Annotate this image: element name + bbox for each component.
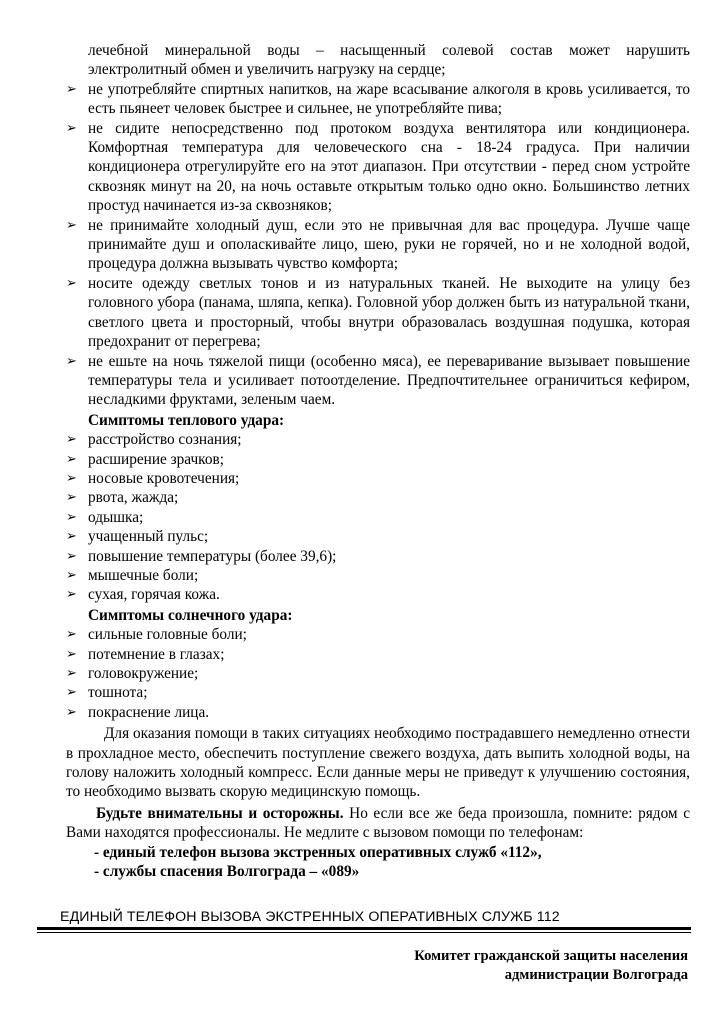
symptom-item: ➢ тошнота;: [66, 683, 690, 702]
advice-item: ➢ не ешьте на ночь тяжелой пищи (особенно мяса), ее переваривание вызывает повышение температуры тела и усиливает потоотделение. Предпочтительнее ограничиться кефиром, несладкими фруктами, зеленым чаем.: [66, 352, 690, 410]
careful-bold-phrase: Будьте внимательны и осторожны.: [96, 804, 344, 822]
advice-item: ➢ не принимайте холодный душ, если это не привычная для вас процедура. Лучше чаще принимайте душ и ополаскивайте лицо, шею, руки не горячей, но и не холодной водой, процедура должна вызывать чувство комфорта;: [66, 216, 690, 274]
heatstroke-symptoms-list: [66, 430, 690, 605]
symptom-item: ➢ покраснение лица.: [66, 703, 690, 722]
careful-paragraph: [66, 804, 690, 843]
symptom-item: ➢ сильные головные боли;: [66, 625, 690, 644]
footer-divider-thick: [37, 927, 691, 930]
help-paragraph: Для оказания помощи в таких ситуациях необходимо пострадавшего немедленно отнести в прохладное место, обеспечить поступление свежего воздуха, дать выпить холодной воды, на голову наложить холодный компресс. Если данные меры не приведут к улучшению состояния, то необходимо вызвать скорую медицинскую помощь.: [66, 725, 690, 801]
phone-item: - единый телефон вызова экстренных оперативных служб «112»,: [94, 843, 542, 861]
footer-emergency-line: ЕДИНЫЙ ТЕЛЕФОН ВЫЗОВА ЭКСТРЕННЫХ ОПЕРАТИВНЫХ СЛУЖБ 112: [60, 909, 560, 925]
committee-line-1: Комитет гражданской защиты населения: [414, 948, 688, 964]
advice-item: ➢ не употребляйте спиртных напитков, на жаре всасывание алкоголя в кровь усиливается, то есть пьянеет человек быстрее и сильнее, не употребляйте пива;: [66, 80, 690, 119]
sunstroke-symptoms-list: [66, 625, 690, 722]
sunstroke-heading: Симптомы солнечного удара:: [88, 606, 293, 624]
symptom-item: ➢ мышечные боли;: [66, 566, 690, 585]
symptom-item: ➢ рвота, жажда;: [66, 488, 690, 507]
symptom-item: ➢ повышение температуры (более 39,6);: [66, 547, 690, 566]
advice-list: [66, 80, 690, 410]
document-body: [66, 41, 690, 881]
committee-line-2: администрации Волгограда: [504, 967, 688, 983]
phone-item: - службы спасения Волгограда – «089»: [94, 863, 360, 881]
symptom-item: ➢ расстройство сознания;: [66, 430, 690, 449]
footer-divider-thin: [37, 932, 691, 933]
intro-continuation: лечебной минеральной воды – насыщенный солевой состав может нарушить электролитный обмен и увеличить нагрузку на сердце;: [88, 42, 690, 79]
symptom-item: ➢ расширение зрачков;: [66, 450, 690, 469]
symptom-item: ➢ носовые кровотечения;: [66, 469, 690, 488]
phone-list: [66, 843, 690, 882]
symptom-item: ➢ сухая, горячая кожа.: [66, 585, 690, 604]
advice-item: ➢ не сидите непосредственно под протоком воздуха вентилятора или кондиционера. Комфортная температура для человеческого сна - 18-24 градуса. При наличии кондиционера отрегулируйте его на этот диапазон. При отсутствии - перед сном устройте сквозняк минут на 20, на ночь оставьте открытым только одно окно. Большинство летних простуд начинается из-за сквозняков;: [66, 119, 690, 216]
symptom-item: ➢ головокружение;: [66, 664, 690, 683]
careful-rest-text: Но если все же беда произошла, помните: рядом с Вами находятся профессионалы. Не медлите с вызовом помощи по телефонам:: [66, 804, 690, 842]
symptom-item: ➢ учащенный пульс;: [66, 527, 690, 546]
symptom-item: ➢ потемнение в глазах;: [66, 645, 690, 664]
symptom-item: ➢ одышка;: [66, 508, 690, 527]
advice-item: ➢ носите одежду светлых тонов и из натуральных тканей. Не выходите на улицу без головного убора (панама, шляпа, кепка). Головной убор должен быть из натуральной ткани, светлого цвета и просторный, чтобы внутри образовалась воздушная подушка, которая предохранит от перегрева;: [66, 274, 690, 352]
heatstroke-heading: Симптомы теплового удара:: [88, 411, 285, 429]
committee-signature: [414, 947, 688, 985]
